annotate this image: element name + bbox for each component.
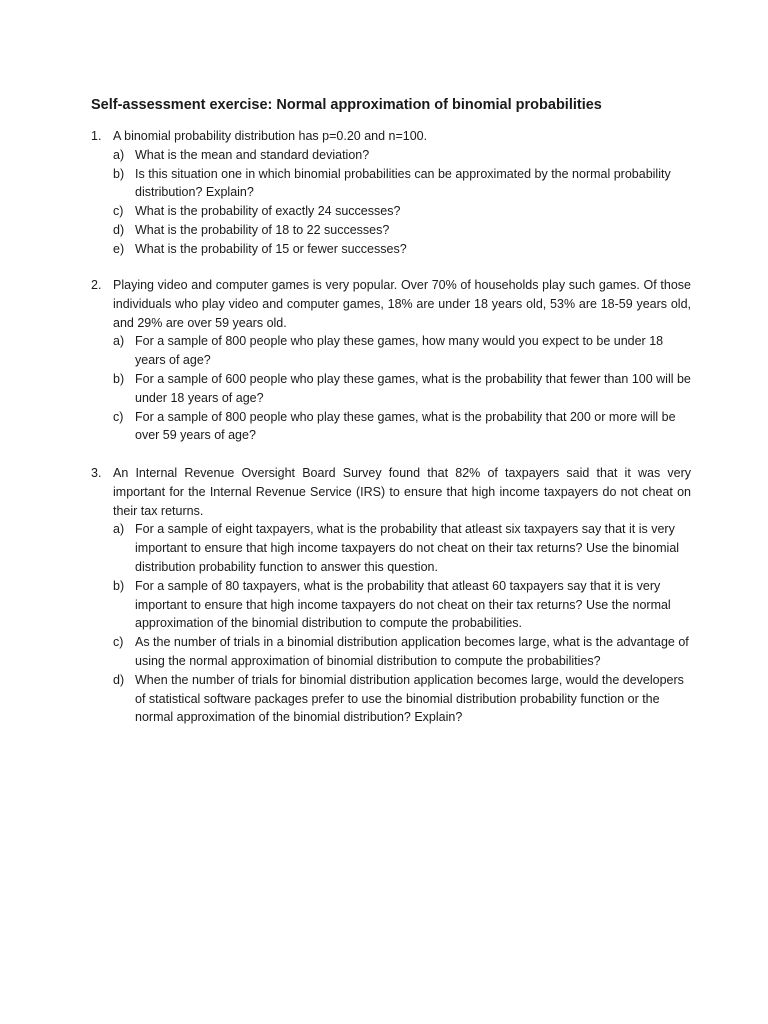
- sub-question-text: Is this situation one in which binomial probabilities can be approximated by the normal probability distribution? Explain?: [135, 166, 671, 200]
- sub-question-text: For a sample of 800 people who play these games, what is the probability that 200 or more will be over 59 years of age?: [135, 409, 676, 443]
- sub-question-list: [91, 520, 691, 727]
- sub-question-text: When the number of trials for binomial distribution application becomes large, would the developers of statistical software packages prefer to use the binomial distribution probability function or the normal approximation of the binomial distribution? Explain?: [135, 672, 684, 725]
- sub-question: [91, 165, 691, 203]
- sub-question-text: For a sample of 800 people who play these games, how many would you expect to be under 18 years of age?: [135, 334, 664, 368]
- sub-question-letter: e): [113, 241, 125, 256]
- sub-question-letter: a): [113, 334, 125, 349]
- sub-question-letter: d): [113, 222, 125, 237]
- sub-question-text: For a sample of 600 people who play these games, what is the probability that fewer than 100 will be under 18 years of age?: [135, 371, 691, 405]
- sub-question-text: What is the mean and standard deviation?: [135, 147, 370, 162]
- sub-question-text: What is the probability of 15 or fewer successes?: [135, 241, 407, 256]
- question-2: [91, 276, 691, 445]
- sub-question-letter: d): [113, 672, 125, 687]
- sub-question-text: For a sample of 80 taxpayers, what is the probability that atleast 60 taxpayers say that it is very important to ensure that high income taxpayers do not cheat on their tax returns? Use the normal approximation of the binomial distribution to compute the probabilities.: [135, 578, 671, 631]
- sub-question: [91, 633, 691, 671]
- sub-question-letter: c): [113, 204, 124, 219]
- sub-question: [91, 520, 691, 576]
- sub-question: [91, 240, 691, 259]
- page-title: Self-assessment exercise: Normal approximation of binomial probabilities: [91, 97, 602, 113]
- sub-question-text: What is the probability of 18 to 22 successes?: [135, 222, 390, 237]
- question-stem: [91, 127, 691, 146]
- sub-question-letter: b): [113, 578, 125, 593]
- sub-question: [91, 370, 691, 408]
- sub-question-letter: c): [113, 635, 124, 650]
- sub-question: [91, 577, 691, 633]
- sub-question: [91, 146, 691, 165]
- question-1: [91, 127, 691, 259]
- sub-question-text: For a sample of eight taxpayers, what is the probability that atleast six taxpayers say that it is very important to ensure that high income taxpayers do not cheat on their tax returns? Use the binomial distribution probability function to answer this question.: [135, 522, 680, 574]
- sub-question: [91, 671, 691, 727]
- sub-question: [91, 408, 691, 446]
- question-text: Playing video and computer games is very popular. Over 70% of households play such games. Of those individuals who play video and computer games, 18% are under 18 years old, 53% are 18-59 years old, and 29% are over 59 years old.: [113, 278, 691, 330]
- question-text: A binomial probability distribution has p=0.20 and n=100.: [113, 129, 428, 143]
- question-text: An Internal Revenue Oversight Board Survey found that 82% of taxpayers said that it was very important for the Internal Revenue Service (IRS) to ensure that high income taxpayers do not cheat on their tax returns.: [113, 466, 691, 518]
- sub-question: [91, 202, 691, 221]
- sub-question-text: What is the probability of exactly 24 successes?: [135, 204, 401, 219]
- sub-question-list: [91, 146, 691, 259]
- sub-question-letter: b): [113, 166, 125, 181]
- sub-question: [91, 332, 691, 370]
- sub-question-list: [91, 332, 691, 445]
- sub-question-letter: c): [113, 409, 124, 424]
- sub-question: [91, 221, 691, 240]
- sub-question-letter: a): [113, 522, 125, 537]
- sub-question-text: As the number of trials in a binomial distribution application becomes large, what is the advantage of using the normal approximation of binomial distribution to compute the probabilities?: [135, 635, 689, 668]
- sub-question-letter: b): [113, 371, 125, 386]
- question-number: 1.: [91, 129, 102, 143]
- question-stem: [91, 464, 691, 520]
- question-3: [91, 464, 691, 727]
- question-stem: [91, 276, 691, 332]
- question-number: 3.: [91, 466, 102, 480]
- sub-question-letter: a): [113, 147, 125, 162]
- question-number: 2.: [91, 278, 102, 292]
